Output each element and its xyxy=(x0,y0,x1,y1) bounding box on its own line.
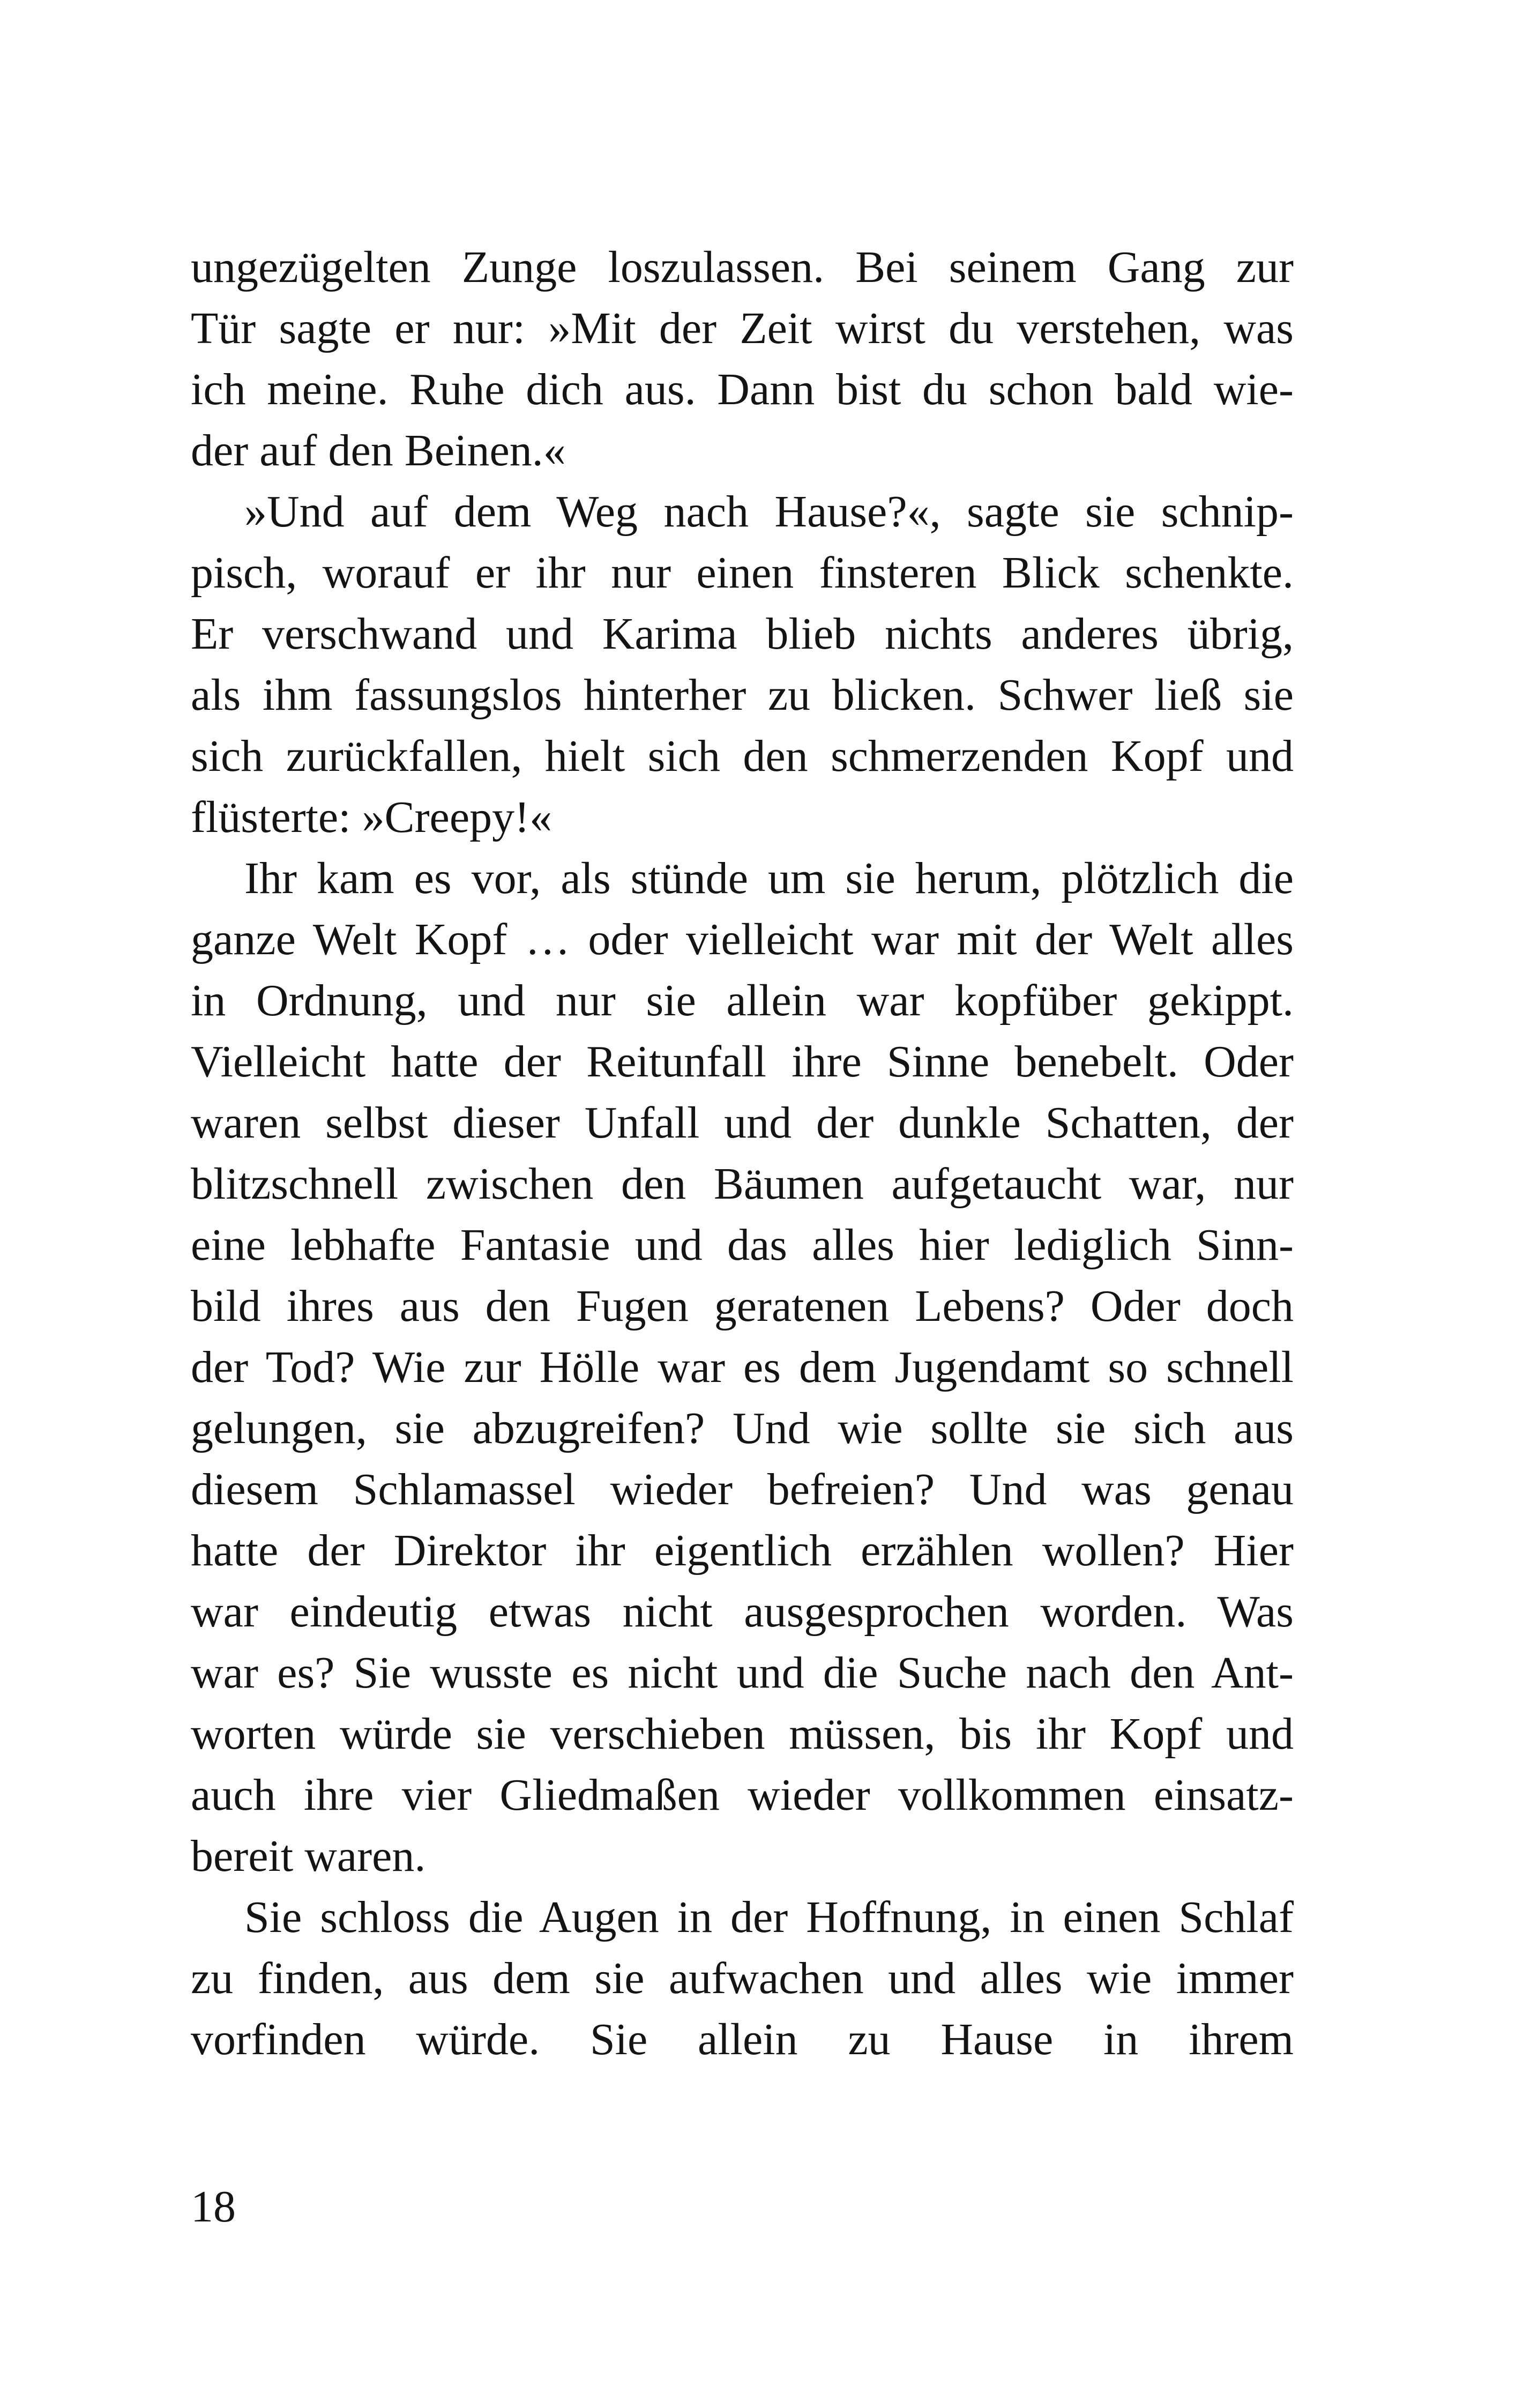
text-line: ganze Welt Kopf … oder vielleicht war mit der Welt alles xyxy=(191,915,1294,964)
text-line: bereit waren. xyxy=(191,1831,426,1881)
text-line: waren selbst dieser Unfall und der dunkle Schatten, der xyxy=(191,1098,1294,1148)
body-text xyxy=(191,237,1294,2070)
text-line: bild ihres aus den Fugen geratenen Lebens? Oder doch xyxy=(191,1281,1294,1331)
text-line: eine lebhafte Fantasie und das alles hier lediglich Sinn- xyxy=(191,1220,1294,1270)
text-line: sich zurückfallen, hielt sich den schmerzenden Kopf und xyxy=(191,731,1294,781)
text-line: vorfinden würde. Sie allein zu Hause in ihrem xyxy=(191,2015,1294,2064)
text-line: der auf den Beinen.« xyxy=(191,426,566,475)
text-line: hatte der Direktor ihr eigentlich erzählen wollen? Hier xyxy=(191,1526,1294,1575)
text-line: Vielleicht hatte der Reitunfall ihre Sinne benebelt. Oder xyxy=(191,1037,1294,1087)
text-line: zu finden, aus dem sie aufwachen und alles wie immer xyxy=(191,1953,1294,2003)
page-number: 18 xyxy=(191,2182,236,2232)
text-line: Sie schloss die Augen in der Hoffnung, in einen Schlaf xyxy=(244,1892,1294,1942)
text-line: ich meine. Ruhe dich aus. Dann bist du schon bald wie- xyxy=(191,365,1294,414)
text-line: worten würde sie verschieben müssen, bis ihr Kopf und xyxy=(191,1709,1294,1759)
text-line: war es? Sie wusste es nicht und die Suche nach den Ant- xyxy=(191,1648,1294,1698)
text-line: diesem Schlamassel wieder befreien? Und was genau xyxy=(191,1465,1294,1514)
text-line: Tür sagte er nur: »Mit der Zeit wirst du verstehen, was xyxy=(191,303,1294,353)
text-line: ungezügelten Zunge loszulassen. Bei seinem Gang zur xyxy=(191,242,1294,292)
text-line: Ihr kam es vor, als stünde um sie herum, plötzlich die xyxy=(244,853,1294,903)
text-line: gelungen, sie abzugreifen? Und wie sollte sie sich aus xyxy=(191,1403,1294,1453)
text-line: flüsterte: »Creepy!« xyxy=(191,792,553,842)
text-line: als ihm fassungslos hinterher zu blicken. Schwer ließ sie xyxy=(191,670,1294,720)
text-line: blitzschnell zwischen den Bäumen aufgetaucht war, nur xyxy=(191,1159,1294,1209)
text-line: auch ihre vier Gliedmaßen wieder vollkommen einsatz- xyxy=(191,1770,1294,1820)
text-line: der Tod? Wie zur Hölle war es dem Jugendamt so schnell xyxy=(191,1342,1294,1392)
text-line: pisch, worauf er ihr nur einen finsteren Blick schenkte. xyxy=(191,548,1294,598)
text-line: in Ordnung, und nur sie allein war kopfüber gekippt. xyxy=(191,976,1294,1025)
text-line: »Und auf dem Weg nach Hause?«, sagte sie schnip- xyxy=(244,487,1294,537)
text-line: Er verschwand und Karima blieb nichts anderes übrig, xyxy=(191,609,1294,659)
text-line: war eindeutig etwas nicht ausgesprochen worden. Was xyxy=(191,1587,1294,1637)
